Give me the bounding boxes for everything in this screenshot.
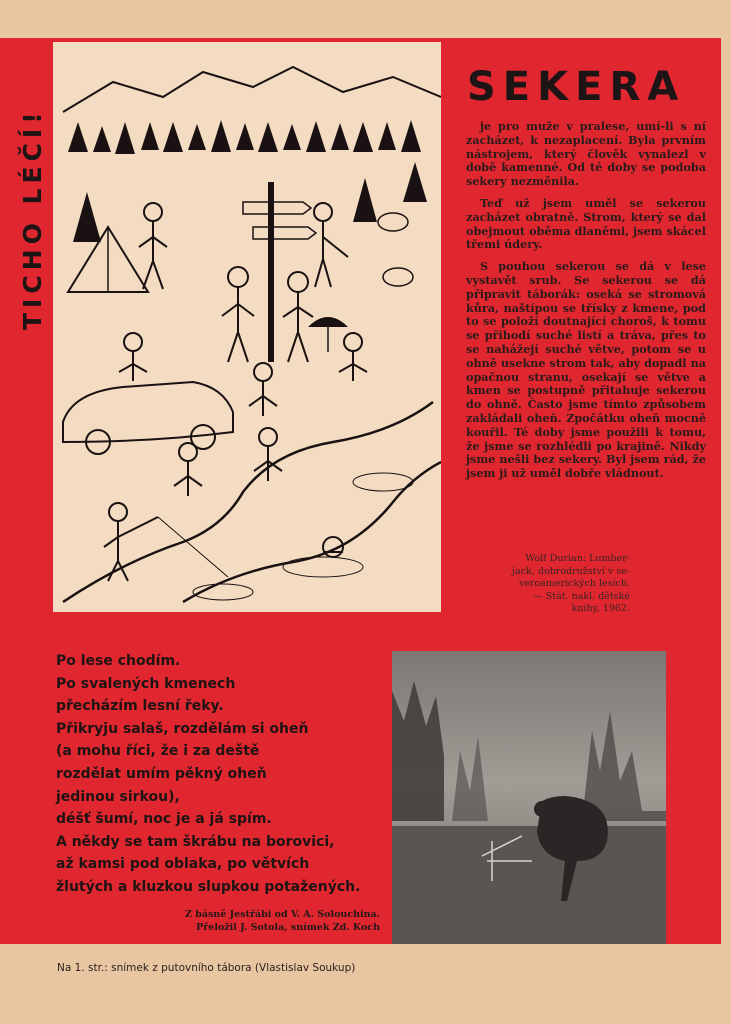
article-paragraph: S pouhou sekerou se dá v lese vystavět srub. Se sekerou se dá připravit táborák: oseká se stromová kůra, naštípou se třísky z kmene, pod to se položí doutnající choroš, k tomu se přihodí suché listí a tráva, přes to se nahážejí suché větve, potom se u ohně usekne strom tak, aby dopadl na opačnou stranu, osekají se větve a kmen se postupně přitahuje sekerou do ohně. Často jsme tímto způsobem zakládali oheň. Zpočátku oheň mocně kouřil. Té doby jsme použili k tomu, že jsme se rozhlédli po krajině. Nikdy jsme nešli bez sekery. Byl jsem rád, že jsem ji už uměl dobře vládnout. [466, 259, 706, 481]
poem-line: rozdělat umím pěkný oheň [56, 765, 267, 782]
poem-line: přecházím lesní řeky. [56, 698, 224, 715]
misty-forest-image [392, 651, 666, 944]
article-heading: SEKERA [467, 64, 686, 110]
source-line: knihy, 1962. [571, 603, 630, 614]
poem-line: až kamsi pod oblaka, po větvích [56, 856, 310, 873]
camping-cartoon-image [53, 42, 441, 612]
forest-photo [392, 651, 666, 944]
article-paragraph: je pro muže v pralese, umí-li s ní zacházet, k nezaplacení. Byla prvním nástrojem, který člověk vynalezl v době kamenné. Od té doby se podoba sekery nezměnila. [466, 119, 706, 189]
source-line: jack, dobrodružství v se- [512, 565, 630, 577]
poem-line: Po lese chodím. [56, 653, 181, 669]
credit-line: Z básně Jestřábi od V. A. Solouchina. [185, 909, 380, 920]
page-footer-caption: Na 1. str.: snímek z putovního tábora (Vlastislav Soukup) [57, 962, 356, 974]
article-paragraph: Teď už jsem uměl se sekerou zacházet obratně. Strom, který se dal obejmout oběma dlaněmi, jsem skácel třemi údery. [466, 195, 706, 252]
poem-line: (a mohu říci, že i za deště [56, 743, 260, 760]
source-line: Wolf Durian: Lumber- [525, 553, 630, 564]
poem-line: déšť šumí, noc je a já spím. [56, 811, 272, 828]
poem-credit [130, 908, 380, 934]
cartoon-illustration [53, 42, 441, 612]
poem-line: A někdy se tam škrábu na borovici, [56, 833, 335, 850]
article-text [466, 120, 706, 489]
source-line: veroamerických lesích. [518, 578, 630, 589]
poem-line: jedinou sirkou), [56, 788, 180, 805]
credit-line: Přeložil J. Sotola, snímek Zd. Koch [196, 922, 380, 933]
poem [56, 650, 376, 899]
source-line: — Stát. nakl. dětské [533, 590, 630, 602]
article-source [510, 553, 630, 616]
side-title: TICHO LÉČÍ! [18, 107, 47, 330]
poem-line: Přikryju salaš, rozdělám si oheň [56, 720, 309, 737]
poem-line: žlutých a kluzkou slupkou potažených. [56, 878, 361, 895]
poem-line: Po svalených kmenech [56, 675, 236, 692]
